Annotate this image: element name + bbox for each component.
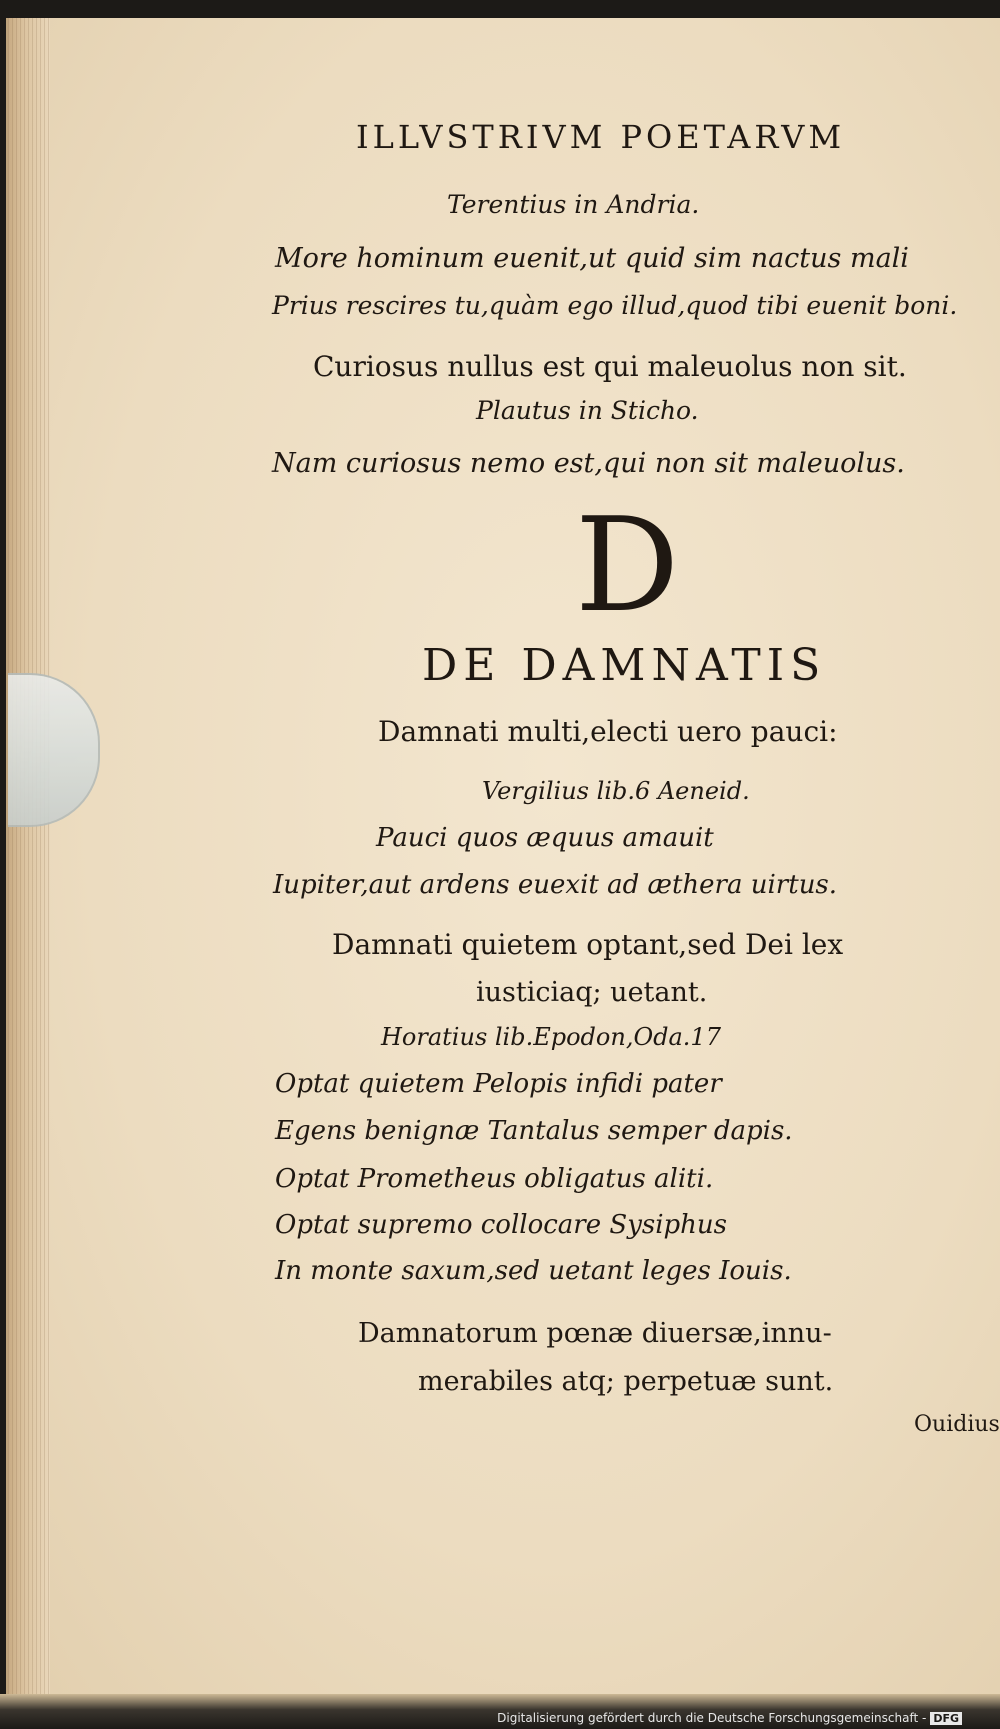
maxim-line: merabiles atq; perpetuæ sunt. xyxy=(418,1366,834,1397)
verse-line: Nam curiosus nemo est,qui non sit maleuolus. xyxy=(272,448,905,479)
verse-line: Egens benignæ Tantalus semper dapis. xyxy=(275,1116,793,1146)
digitization-credit xyxy=(497,1711,962,1725)
maxim-line: iusticiaq; uetant. xyxy=(476,977,708,1008)
verse-line: Optat Prometheus obligatus aliti. xyxy=(275,1164,714,1194)
section-title: DE DAMNATIS xyxy=(422,640,827,691)
running-header: ILLVSTRIVM POETARVM xyxy=(356,118,846,156)
maxim-line: Curiosus nullus est qui maleuolus non sit. xyxy=(313,350,907,383)
credit-text: Digitalisierung gefördert durch die Deutsche Forschungsgemeinschaft - xyxy=(497,1711,927,1725)
citation-vergilius: Vergilius lib.6 Aeneid. xyxy=(482,777,750,805)
verse-line: Optat supremo collocare Sysiphus xyxy=(275,1210,728,1240)
initial-letter: D xyxy=(575,489,680,641)
citation-terentius: Terentius in Andria. xyxy=(447,190,700,219)
verse-line: Pauci quos æquus amauit xyxy=(376,823,714,853)
maxim-line: Damnati quietem optant,sed Dei lex xyxy=(332,928,844,961)
maxim-line: Damnati multi,electi uero pauci: xyxy=(378,715,838,748)
citation-plautus: Plautus in Sticho. xyxy=(476,396,699,425)
verse-line: Iupiter,aut ardens euexit ad æthera uirtus. xyxy=(273,870,838,900)
verse-line: In monte saxum,sed uetant leges Iouis. xyxy=(275,1256,792,1286)
citation-horatius: Horatius lib.Epodon,Oda.17 xyxy=(381,1023,721,1051)
page-edge xyxy=(8,18,50,1694)
verse-line: Prius rescires tu,quàm ego illud,quod tibi euenit boni. xyxy=(272,291,958,320)
verse-line: More hominum euenit,ut quid sim nactus mali xyxy=(275,243,909,274)
verse-line: Optat quietem Pelopis infidi pater xyxy=(275,1069,722,1099)
maxim-line: Damnatorum pœnæ diuersæ,innu- xyxy=(358,1318,832,1349)
catchword: Ouidius xyxy=(914,1412,1000,1437)
page-clip xyxy=(8,673,100,827)
dfg-logo: DFG xyxy=(930,1712,962,1725)
